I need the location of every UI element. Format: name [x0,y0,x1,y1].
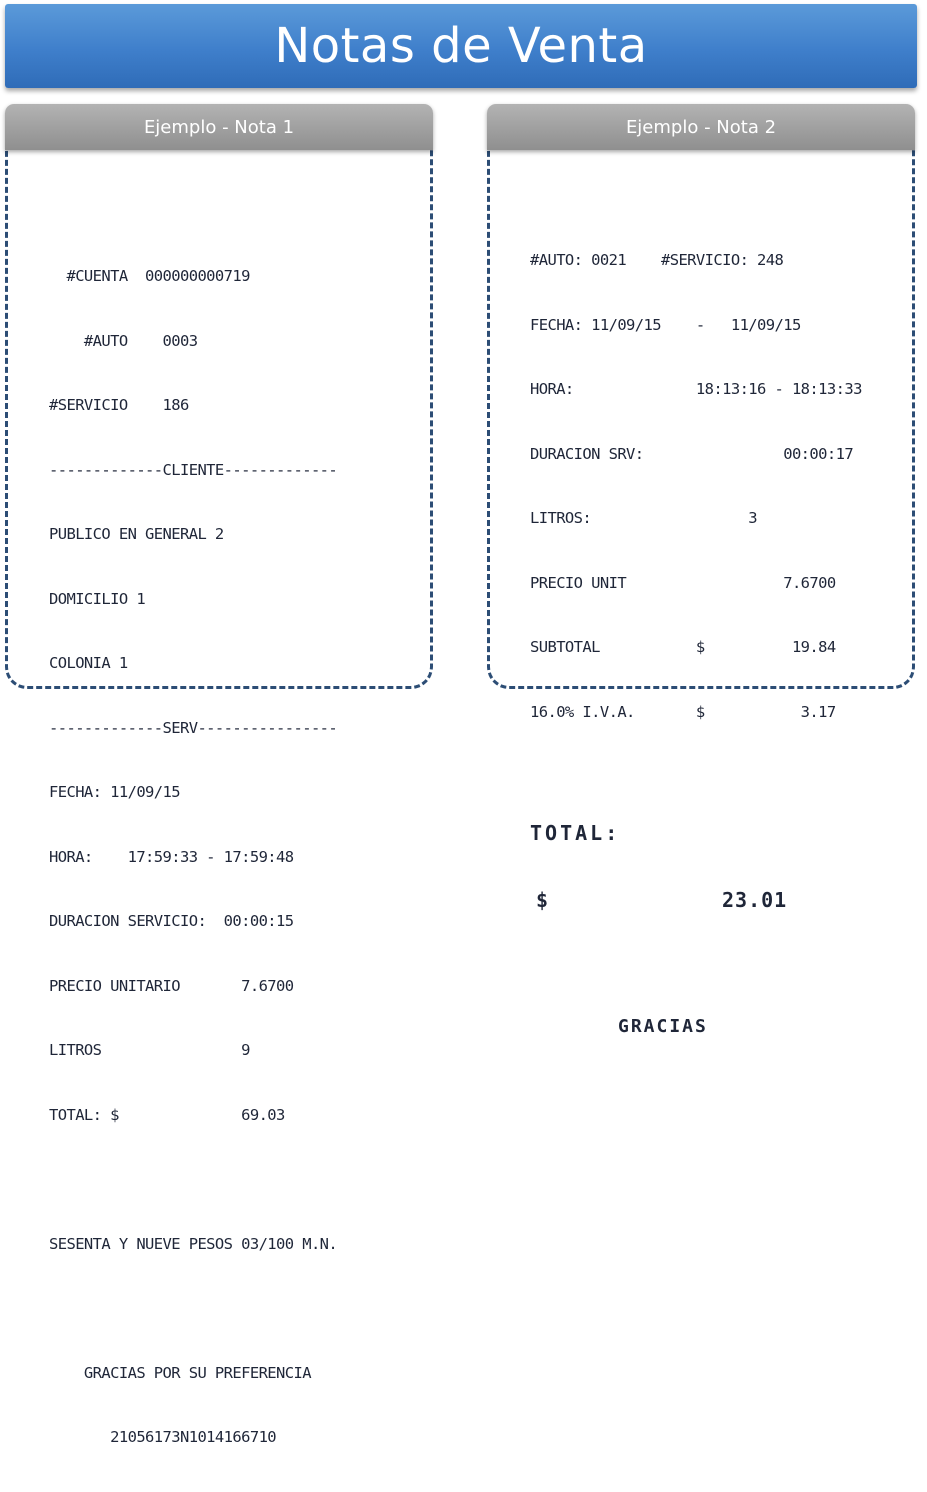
page-title: Notas de Venta [274,18,648,74]
receipt-line [49,1298,337,1320]
receipt-line: COLONIA 1 [49,654,128,672]
receipt-line: HORA: 17:59:33 - 17:59:48 [49,847,294,866]
receipt-line [49,1169,337,1191]
receipt-line: GRACIAS POR SU PREFERENCIA [49,1363,311,1382]
panel-header-2: Ejemplo - Nota 2 [487,104,915,150]
receipt-line: #AUTO: 0021 #SERVICIO: 248 [530,251,784,269]
receipt-1 [49,223,337,1492]
panel-header-1: Ejemplo - Nota 1 [5,104,433,150]
receipt-line: SUBTOTAL $ 19.84 [530,638,836,656]
title-banner [5,4,917,88]
receipt-line: #CUENTA 000000000719 [49,267,250,285]
total-currency: $ [536,888,548,912]
total-value: 23.01 [722,888,788,912]
receipt-panel-2 [487,104,915,1037]
receipt-line: 21056173N1014166710 [49,1428,277,1446]
receipt-line: -------------CLIENTE------------- [49,460,338,479]
receipt-2 [530,207,862,1081]
receipt-panel-1 [5,104,433,1446]
receipt-line: FECHA: 11/09/15 - 11/09/15 [530,315,801,334]
receipt-line: SESENTA Y NUEVE PESOS 03/100 M.N. [49,1234,338,1253]
receipt-line: -------------SERV---------------- [49,718,338,737]
thanks-message: GRACIAS [618,1016,708,1037]
receipt-line: PUBLICO EN GENERAL 2 [49,525,224,543]
receipt-line: FECHA: 11/09/15 [49,783,180,801]
receipt-line: LITROS: 3 [530,509,758,527]
receipt-line: PRECIO UNIT 7.6700 [530,573,836,592]
receipt-line: DOMICILIO 1 [49,589,146,608]
receipt-line: 16.0% I.V.A. $ 3.17 [530,702,836,721]
receipt-line: TOTAL: $ 69.03 [49,1105,285,1124]
receipt-line: #AUTO 0003 [49,331,198,350]
total-row [530,890,862,914]
receipt-line: DURACION SERVICIO: 00:00:15 [49,912,294,930]
total-label: TOTAL: [530,821,621,845]
receipt-line: HORA: 18:13:16 - 18:13:33 [530,380,862,398]
receipt-line: LITROS 9 [49,1041,250,1059]
receipt-line: #SERVICIO 186 [49,396,189,414]
receipt-line: DURACION SRV: 00:00:17 [530,444,854,463]
receipt-line: PRECIO UNITARIO 7.6700 [49,976,294,995]
